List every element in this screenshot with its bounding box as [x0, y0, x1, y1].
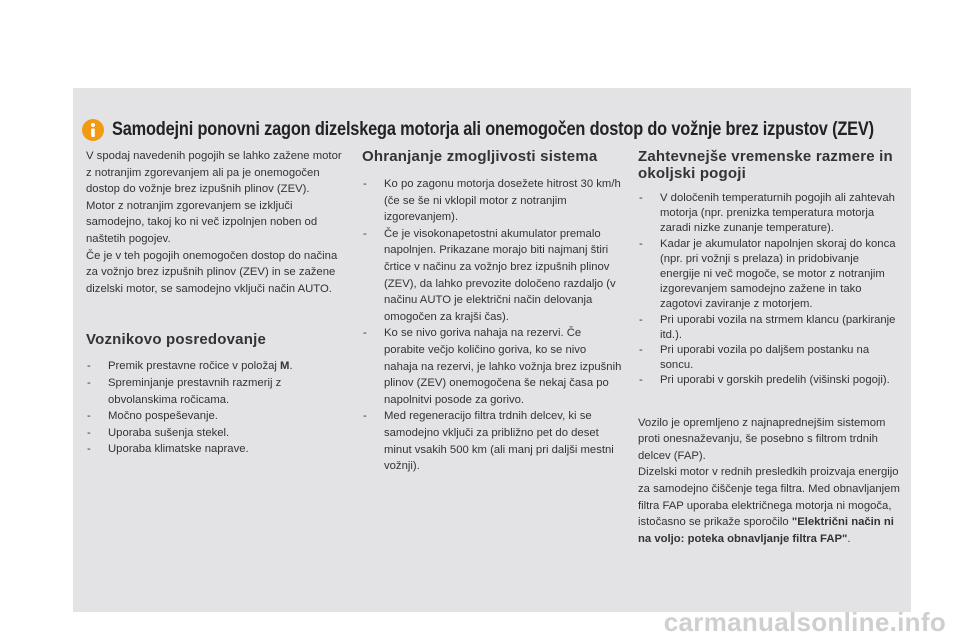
intro-paragraph: Motor z notranjim zgorevanjem se izključi samodejno, takoj ko ni več izpolnjen noben od naštetih pogojev.	[86, 199, 318, 245]
watermark: carmanualsonline.info	[663, 607, 946, 637]
list-item: - Ko po zagonu motorja dosežete hitrost 30 km/h (če se še ni vklopil motor z notranjim izgorevanjem).	[362, 176, 622, 226]
column-left	[86, 148, 348, 458]
driver-heading: Voznikovo posredovanje	[86, 331, 266, 349]
fap-paragraph: Dizelski motor v rednih presledkih proizvaja energijo za samodejno čiščenje tega filtra. Med obnavljanjem filtra FAP uporaba električnega motorja ni mogoča, istočasno se prikaže sporočilo "Električni način ni na voljo: poteka obnavljanje filtra FAP".	[638, 466, 900, 545]
list-item: - Močno pospeševanje.	[86, 408, 348, 425]
list-item: - Ko se nivo goriva nahaja na rezervi. Če porabite večjo količino goriva, ko se nivo nahaja na rezervi, je lahko vožnja brez izpušnih plinov (ZEV) onemogočena še nekaj časa po napolnitvi posode za gorivo.	[362, 325, 622, 408]
info-icon	[82, 119, 104, 141]
column-right	[638, 148, 900, 547]
driver-list	[86, 358, 348, 458]
fap-paragraph: Vozilo je opremljeno z najnaprednejšim sistemom proti onesnaževanju, še posebno s filtrom trdnih delcev (FAP).	[638, 416, 886, 462]
weather-heading: Zahtevnejše vremenske razmere in okoljski pogoji	[638, 148, 893, 182]
list-item: - Pri uporabi v gorskih predelih (višinski pogoji).	[638, 373, 900, 388]
list-item: - Uporaba sušenja stekel.	[86, 425, 348, 442]
list-item: - Pri uporabi vozila na strmem klancu (parkiranje itd.).	[638, 313, 900, 343]
list-item: - V določenih temperaturnih pogojih ali zahtevah motorja (npr. prenizka temperatura motorja zaradi nizke zunanje temperature).	[638, 191, 900, 237]
section-header	[82, 116, 960, 144]
intro-paragraph: Če je v teh pogojih onemogočen dostop do načina za vožnjo brez izpušnih plinov (ZEV) in se zažene dizelski motor, se samodejno vključi način AUTO.	[86, 249, 338, 295]
column-middle	[362, 148, 622, 475]
weather-list	[638, 191, 900, 389]
list-item: - Če je visokonapetostni akumulator premalo napolnjen. Prikazane morajo biti najmanj štiri črtice v načinu za vožnjo brez izpušnih plinov (ZEV), da lahko prevozite določeno razdaljo (v načinu AUTO je električni način delovanja omogočen za krajši čas).	[362, 226, 622, 326]
list-item: - Pri uporabi vozila po daljšem postanku na soncu.	[638, 343, 900, 373]
list-item: - Premik prestavne ročice v položaj M.	[86, 358, 348, 375]
page-title: Samodejni ponovni zagon dizelskega motorja ali onemogočen dostop do vožnje brez izpustov (ZEV)	[112, 119, 874, 140]
battery-list	[362, 176, 622, 475]
battery-heading: Ohranjanje zmogljivosti sistema	[362, 148, 598, 165]
list-item: - Kadar je akumulator napolnjen skoraj do konca (npr. pri vožnji s prelaza) in pridobivanje energije ni več mogoče, se motor z notranjim izgorevanjem samodejno zažene in tako zagotovi zaviranje z motorjem.	[638, 237, 900, 313]
list-item: - Spreminjanje prestavnih razmerij z obvolanskima ročicama.	[86, 375, 348, 408]
list-item: - Med regeneracijo filtra trdnih delcev, ki se samodejno vključi za približno pet do deset minut vsakih 500 km (ali manj pri daljši mestni vožnji).	[362, 408, 622, 474]
intro-paragraph: V spodaj navedenih pogojih se lahko zažene motor z notranjim zgorevanjem ali pa je onemogočen dostop do vožnje brez izpušnih plinov (ZEV).	[86, 150, 342, 196]
list-item: - Uporaba klimatske naprave.	[86, 441, 348, 458]
fap-warning-message: "Električni način ni na voljo: poteka obnavljanje filtra FAP"	[638, 516, 894, 545]
